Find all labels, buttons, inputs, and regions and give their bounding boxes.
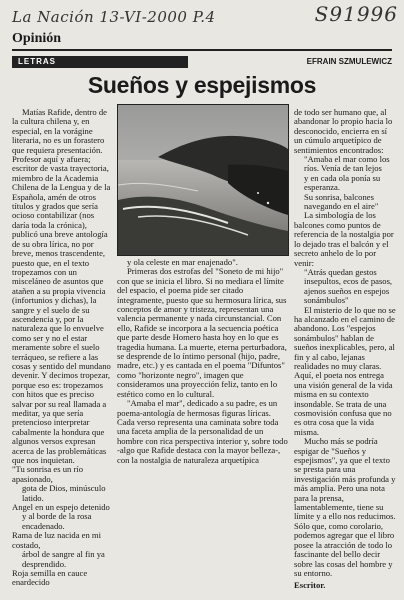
author-name: EFRAIN SZMULEWICZ: [306, 57, 392, 66]
paragraph: Matías Rafide, dentro de la cultura chilena y, en especial, en la vorágine literaria, no es un forastero que requiera presentación. Profesor aquí y afuera; escritor de vasta trayectoria, miembro de la Academia Chilena de la Lengua y de la Española, amén de otros títulos y grados que sería ocioso contabilizar (nos daría toda la crónica), publicó una breve antología de su obra lírica, no por breve, menos trascendente, puesto que, en el texto tropezamos con un misceláneo de asuntos que atañen a su propia vivencia (infortunios y dichas), la sangre y el suelo de su ascendencia y, por la naturaleza que lo envuelve como ser y no el estar meramente sobre el suelo terráqueo, se refiere a las cosas y sentido del mundano devenir. Y decimos tropezar, porque eso es: tropezamos con hitos que es preciso salvar por su real llamada a meditar, ya que sería pretencioso interpretar cabalmente la hondura que algunos versos expresan acerca de las problemáticas que nos inquietan.: [12, 108, 111, 466]
section-header: [12, 33, 392, 51]
paragraph: de todo ser humano que, al abandonar lo propio hacia lo desconocido, encierra en sí un cúmulo arquetípico de sentimientos encontrados:: [294, 108, 393, 155]
verse-line: árbol de sangre al fin ya desprendido.: [22, 549, 105, 569]
verse-line: gota de Dios, minúsculo latido.: [22, 483, 106, 503]
verse-line: y ola celeste en mar enajenado".: [127, 258, 238, 267]
handwritten-annotation: [12, 2, 398, 26]
paragraph: El misterio de lo que no se ha alcanzado en el camino de abandono. Los "espejos sonámbulos" hablan de sueños inexplicables, pero, al fin y al cabo, lejanas realidades no muy claras. Aquí, el poeta nos entrega una visión general de la vida misma en su contexto insondable. Se trata de una cosmovisión confusa que no es otra cosa que la vida misma.: [294, 304, 396, 437]
coastal-photo: [117, 104, 289, 256]
category-label: LETRAS: [12, 56, 188, 68]
article-band: [12, 56, 392, 68]
text-column-1: [12, 108, 112, 588]
verse-line: y al borde de la rosa encadenado.: [22, 511, 92, 531]
text-column-2: [117, 258, 289, 558]
verse-line: y en cada ola ponía su esperanza.: [304, 172, 381, 193]
verse-line: "Tu sonrisa es un río apasionado,: [12, 464, 83, 484]
paragraph: La simbología de los balcones como puntos de referencia de la nostalgia por lo dejado tras el balcón y el secreto anhelo de lo por venir:: [294, 210, 394, 268]
verse-line: ríos. Venía de tan lejos: [304, 163, 382, 174]
text-column-3: [294, 108, 396, 588]
author-signature: Escritor.: [294, 580, 326, 590]
paragraph: "Amaba el mar", dedicado a su padre, es un poema-antología de hermosas figuras líricas. Cada verso representa una caminata sobre toda una faceta amplia de la personalidad de un hombre con rica perspectiva interior y, sobre todo -algo que Rafide destaca con la mayor belleza-, con la nostalgia de naturaleza arquetípica: [117, 398, 288, 465]
paragraph: Primeras dos estrofas del "Soneto de mi hijo" con que se inicia el libro. Si no mediara el límite del espacio, el poema pide ser citado íntegramente, puesto que su hermosura lírica, sus conceptos de amor y tristeza, representan una valencia permanente y nada circunstancial. Con ello, Rafide se incorpora a la secuencia poética que parte desde Homero hasta hoy en lo que es tragedia humana. La muerte, eterna perturbadora, se desprende de lo íntimo personal (hijo, padre, madre, etc.) y es cantada en el poema "Difuntos" como "horizonte negro", imagen que consideramos una proyección feliz, tanto en lo estético como en lo cultural.: [117, 266, 287, 399]
verse-line: Roja semilla en cauce enardecido: [12, 567, 88, 588]
verse-line: "Amaba el mar como los: [304, 154, 390, 165]
verse-line: Rama de luz nacida en mi costado,: [12, 530, 102, 550]
verse-line: Angel en un espejo detenido: [12, 502, 110, 513]
verse-line: Su sonrisa, balcones navegando en el aire": [304, 191, 379, 212]
paragraph: Mucho más se podría espigar de "Sueños y espejismos", ya que el texto se presta para una investigación más profunda y más amplia. Pero una nota para la prensa, lamentablemente, tiene su límite y a ello nos reducimos. Sólo que, como corolario, podemos agregar que el libro posee la atracción de todo lo fascinante del bello decir sobre las cosas del hombre y su entorno.: [294, 436, 396, 578]
verse-line: "Atrás quedan gestos insepultos, ecos de pasos, ajenos sueños en espejos sonámbulos": [304, 266, 393, 306]
section-label: Opinión: [12, 31, 62, 46]
handwritten-source: La Nación 13-VI-2000 P.4: [12, 8, 216, 26]
article-headline: Sueños y espejismos: [87, 72, 317, 98]
handwritten-catalog-number: S91996: [314, 2, 398, 26]
